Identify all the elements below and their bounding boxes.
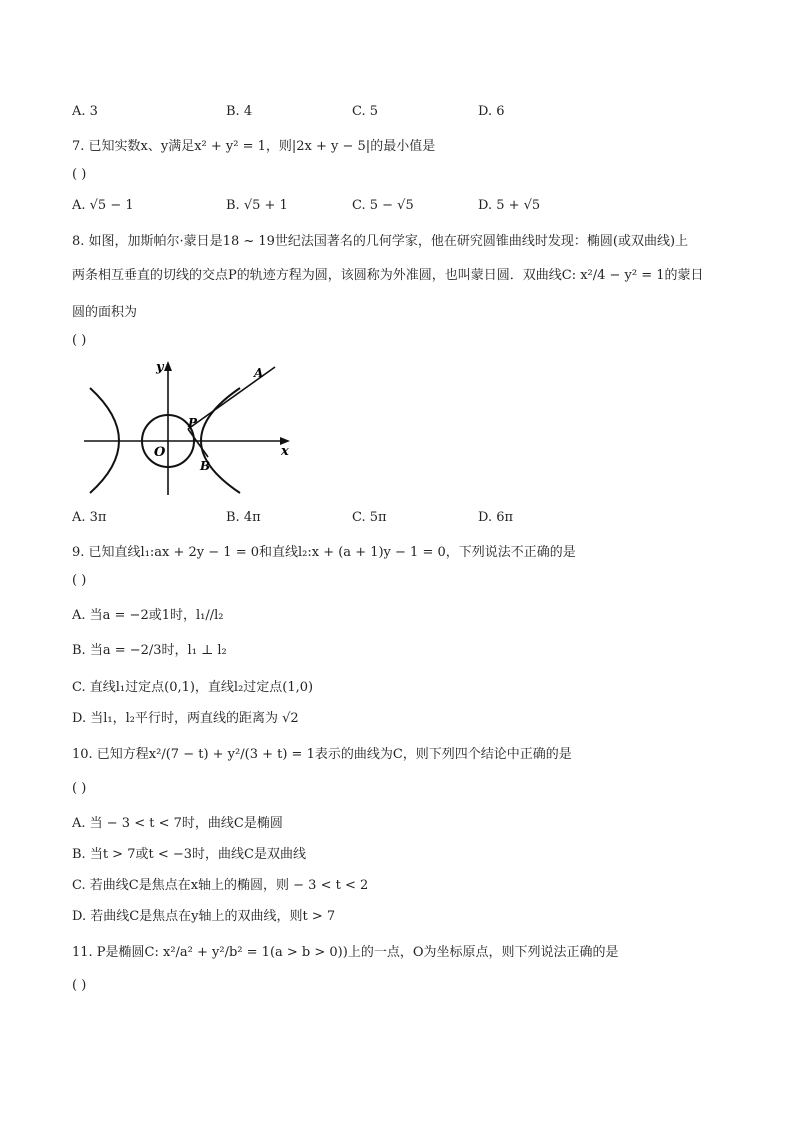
label-x: x [281, 444, 289, 459]
q9-option-b: B. 当a = −2/3时，l₁ ⊥ l₂ [72, 643, 227, 658]
label-a: A [254, 366, 264, 380]
q8-option-c: C. 5π [352, 510, 387, 525]
q8-figure [80, 355, 295, 500]
q7-option-c: C. 5 − √5 [352, 198, 414, 213]
q9-stem: 9. 已知直线l₁:ax + 2y − 1 = 0和直线l₂:x + (a + 1)y − 1 = 0，下列说法不正确的是 [72, 545, 576, 560]
q6-option-b: B. 4 [226, 104, 253, 119]
q8-stem-line2: 两条相互垂直的切线的交点P的轨迹方程为圆，该圆称为外准圆，也叫蒙日圆．双曲线C: x²/4 − y² = 1的蒙日 [72, 268, 704, 283]
q6-option-c: C. 5 [352, 104, 379, 119]
q10-option-b: B. 当t > 7或t < −3时，曲线C是双曲线 [72, 847, 306, 862]
q8-stem-line3: 圆的面积为 [72, 305, 138, 320]
q11-answer-paren: ( ) [72, 978, 87, 993]
q9-answer-paren: ( ) [72, 573, 87, 588]
q8-stem-line1: 8. 如图，加斯帕尔·蒙日是18 ~ 19世纪法国著名的几何学家，他在研究圆锥曲线时发现：椭圆(或双曲线)上 [72, 234, 689, 249]
q9-option-d: D. 当l₁，l₂平行时，两直线的距离为 √2 [72, 711, 299, 726]
q6-option-a: A. 3 [72, 104, 98, 119]
q7-stem: 7. 已知实数x、y满足x² + y² = 1，则|2x + y − 5|的最小值是 [72, 139, 436, 154]
q8-option-d: D. 6π [478, 510, 514, 525]
q10-stem: 10. 已知方程x²/(7 − t) + y²/(3 + t) = 1表示的曲线为C，则下列四个结论中正确的是 [72, 747, 572, 762]
label-b: B [200, 459, 211, 473]
q10-option-c: C. 若曲线C是焦点在x轴上的椭圆，则 − 3 < t < 2 [72, 878, 369, 893]
label-o: O [154, 445, 166, 460]
label-p: P [188, 416, 198, 430]
q6-option-d: D. 6 [478, 104, 505, 119]
q10-option-a: A. 当 − 3 < t < 7时，曲线C是椭圆 [72, 816, 283, 831]
q9-option-c: C. 直线l₁过定点(0,1)，直线l₂过定点(1,0) [72, 680, 314, 695]
q7-answer-paren: ( ) [72, 167, 87, 182]
q9-option-a: A. 当a = −2或1时，l₁//l₂ [72, 608, 224, 623]
y-axis-arrow [164, 361, 172, 371]
q8-option-b: B. 4π [226, 510, 261, 525]
q8-answer-paren: ( ) [72, 333, 87, 348]
label-y: y [156, 360, 164, 375]
q10-option-d: D. 若曲线C是焦点在y轴上的双曲线，则t > 7 [72, 909, 336, 924]
q7-option-d: D. 5 + √5 [478, 198, 541, 213]
q7-option-b: B. √5 + 1 [226, 198, 288, 213]
q8-option-a: A. 3π [72, 510, 107, 525]
q10-answer-paren: ( ) [72, 781, 87, 796]
q7-option-a: A. √5 − 1 [72, 198, 134, 213]
q11-stem: 11. P是椭圆C: x²/a² + y²/b² = 1(a > b > 0))上的一点，O为坐标原点，则下列说法正确的是 [72, 945, 619, 960]
